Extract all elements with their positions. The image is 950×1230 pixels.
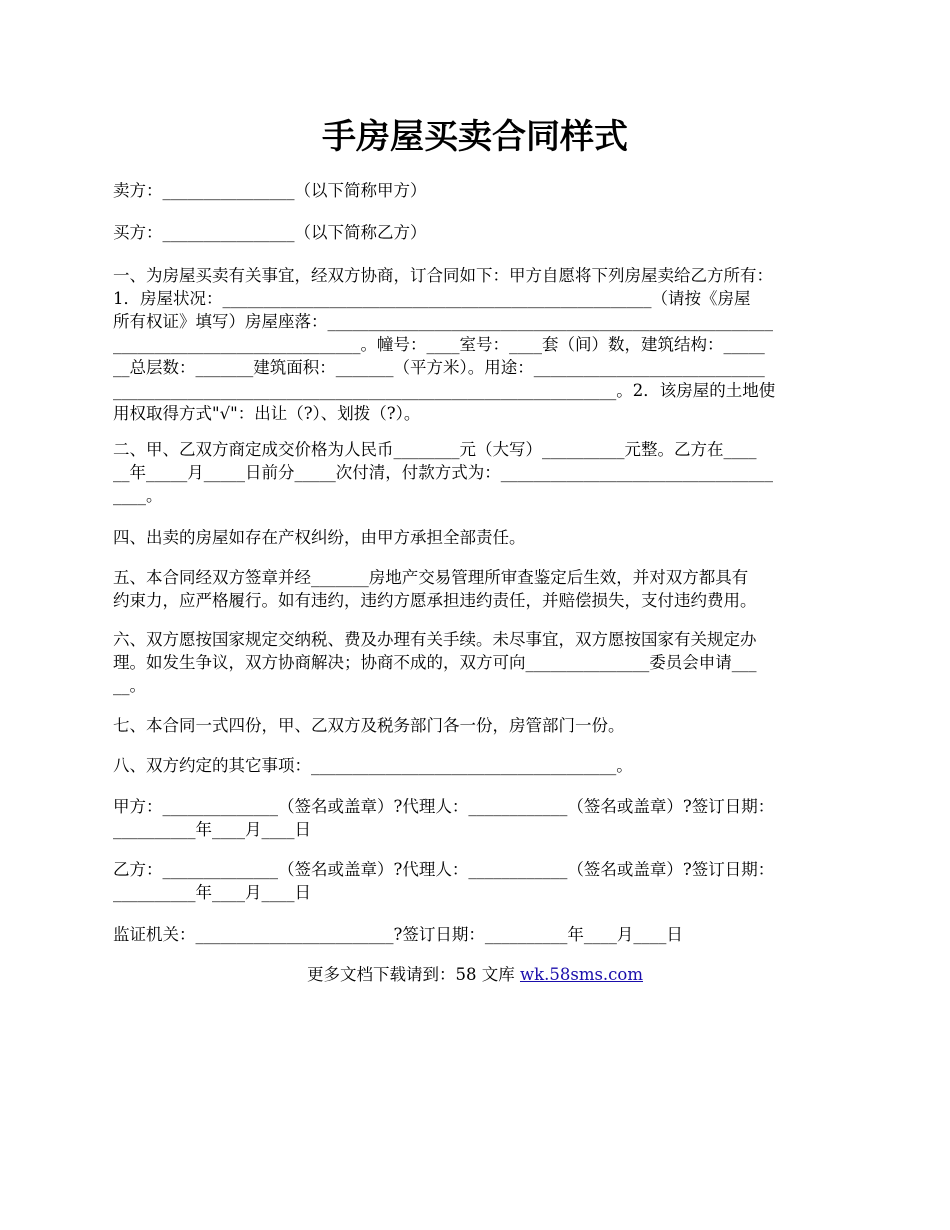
party-b-line: __________年____月____日 — [113, 883, 311, 902]
section-6-line: __。 — [113, 676, 146, 695]
section-1 — [113, 264, 840, 425]
party-a-signature — [113, 795, 840, 841]
page-title: 手房屋买卖合同样式 — [322, 117, 628, 157]
section-1-line: ______________________________。幢号：____室号：____套（间）数，建筑结构：_____ — [113, 335, 765, 354]
section-4-line: 四、出卖的房屋如存在产权纠纷，由甲方承担全部责任。 — [113, 528, 526, 547]
party-a-line: __________年____月____日 — [113, 820, 311, 839]
party-b-signature — [113, 858, 840, 904]
footer-link[interactable]: wk.58sms.com — [519, 965, 643, 984]
section-2-line: 二、甲、乙双方商定成交价格为人民币________元（大写）__________元整。乙方在____ — [113, 440, 757, 459]
section-1-line: __总层数：_______建筑面积：_______（平方米）。用途：____________________________ — [113, 358, 765, 377]
section-2-line: ____。 — [113, 486, 163, 505]
section-7-line: 七、本合同一式四份，甲、乙双方及税务部门各一份，房管部门一份。 — [113, 716, 625, 735]
section-6-line: 理。如发生争议，双方协商解决；协商不成的，双方可向_______________委员会申请___ — [113, 653, 757, 672]
witness-signature — [113, 923, 840, 946]
section-6-line: 六、双方愿按国家规定交纳税、费及办理有关手续。未尽事宜，双方愿按国家有关规定办 — [113, 630, 757, 649]
section-5-line: 约束力，应严格履行。如有违约，违约方愿承担违约责任，并赔偿损失，支付违约费用。 — [113, 591, 757, 610]
section-8 — [113, 754, 840, 777]
section-5-line: 五、本合同经双方签章并经_______房地产交易管理所审查鉴定后生效，并对双方都具有 — [113, 568, 749, 587]
section-1-line: 1．房屋状况：____________________________________________________（请按《房屋 — [113, 289, 751, 308]
section-4 — [113, 526, 840, 549]
footer-text: 更多文档下载请到：58 文库 — [306, 965, 520, 984]
section-1-line: 用权取得方式"√"：出让（?）、划拨（?）。 — [113, 404, 421, 423]
buyer-line: 买方：________________（以下简称乙方） — [113, 223, 427, 242]
section-8-line: 八、双方约定的其它事项：_____________________________________。 — [113, 756, 633, 775]
footer — [0, 963, 950, 986]
section-1-line: 一、为房屋买卖有关事宜，经双方协商，订合同如下：甲方自愿将下列房屋卖给乙方所有： — [113, 266, 773, 285]
section-1-line: _____________________________________________________________。2．该房屋的土地使 — [113, 381, 776, 400]
section-2-line: __年_____月_____日前分_____次付清，付款方式为：_________________________________ — [113, 463, 773, 482]
section-6 — [113, 628, 840, 697]
party-a-line: 甲方：______________（签名或盖章）?代理人：____________（签名或盖章）?签订日期： — [113, 797, 775, 816]
section-1-line: 所有权证》填写）房屋座落：______________________________________________________ — [113, 312, 773, 331]
section-5 — [113, 566, 840, 612]
section-7 — [113, 714, 840, 737]
section-2 — [113, 438, 840, 507]
seller-line: 卖方：________________（以下简称甲方） — [113, 181, 427, 200]
witness-line: 监证机关：________________________?签订日期：__________年____月____日 — [113, 925, 683, 944]
party-b-line: 乙方：______________（签名或盖章）?代理人：____________（签名或盖章）?签订日期： — [113, 860, 775, 879]
